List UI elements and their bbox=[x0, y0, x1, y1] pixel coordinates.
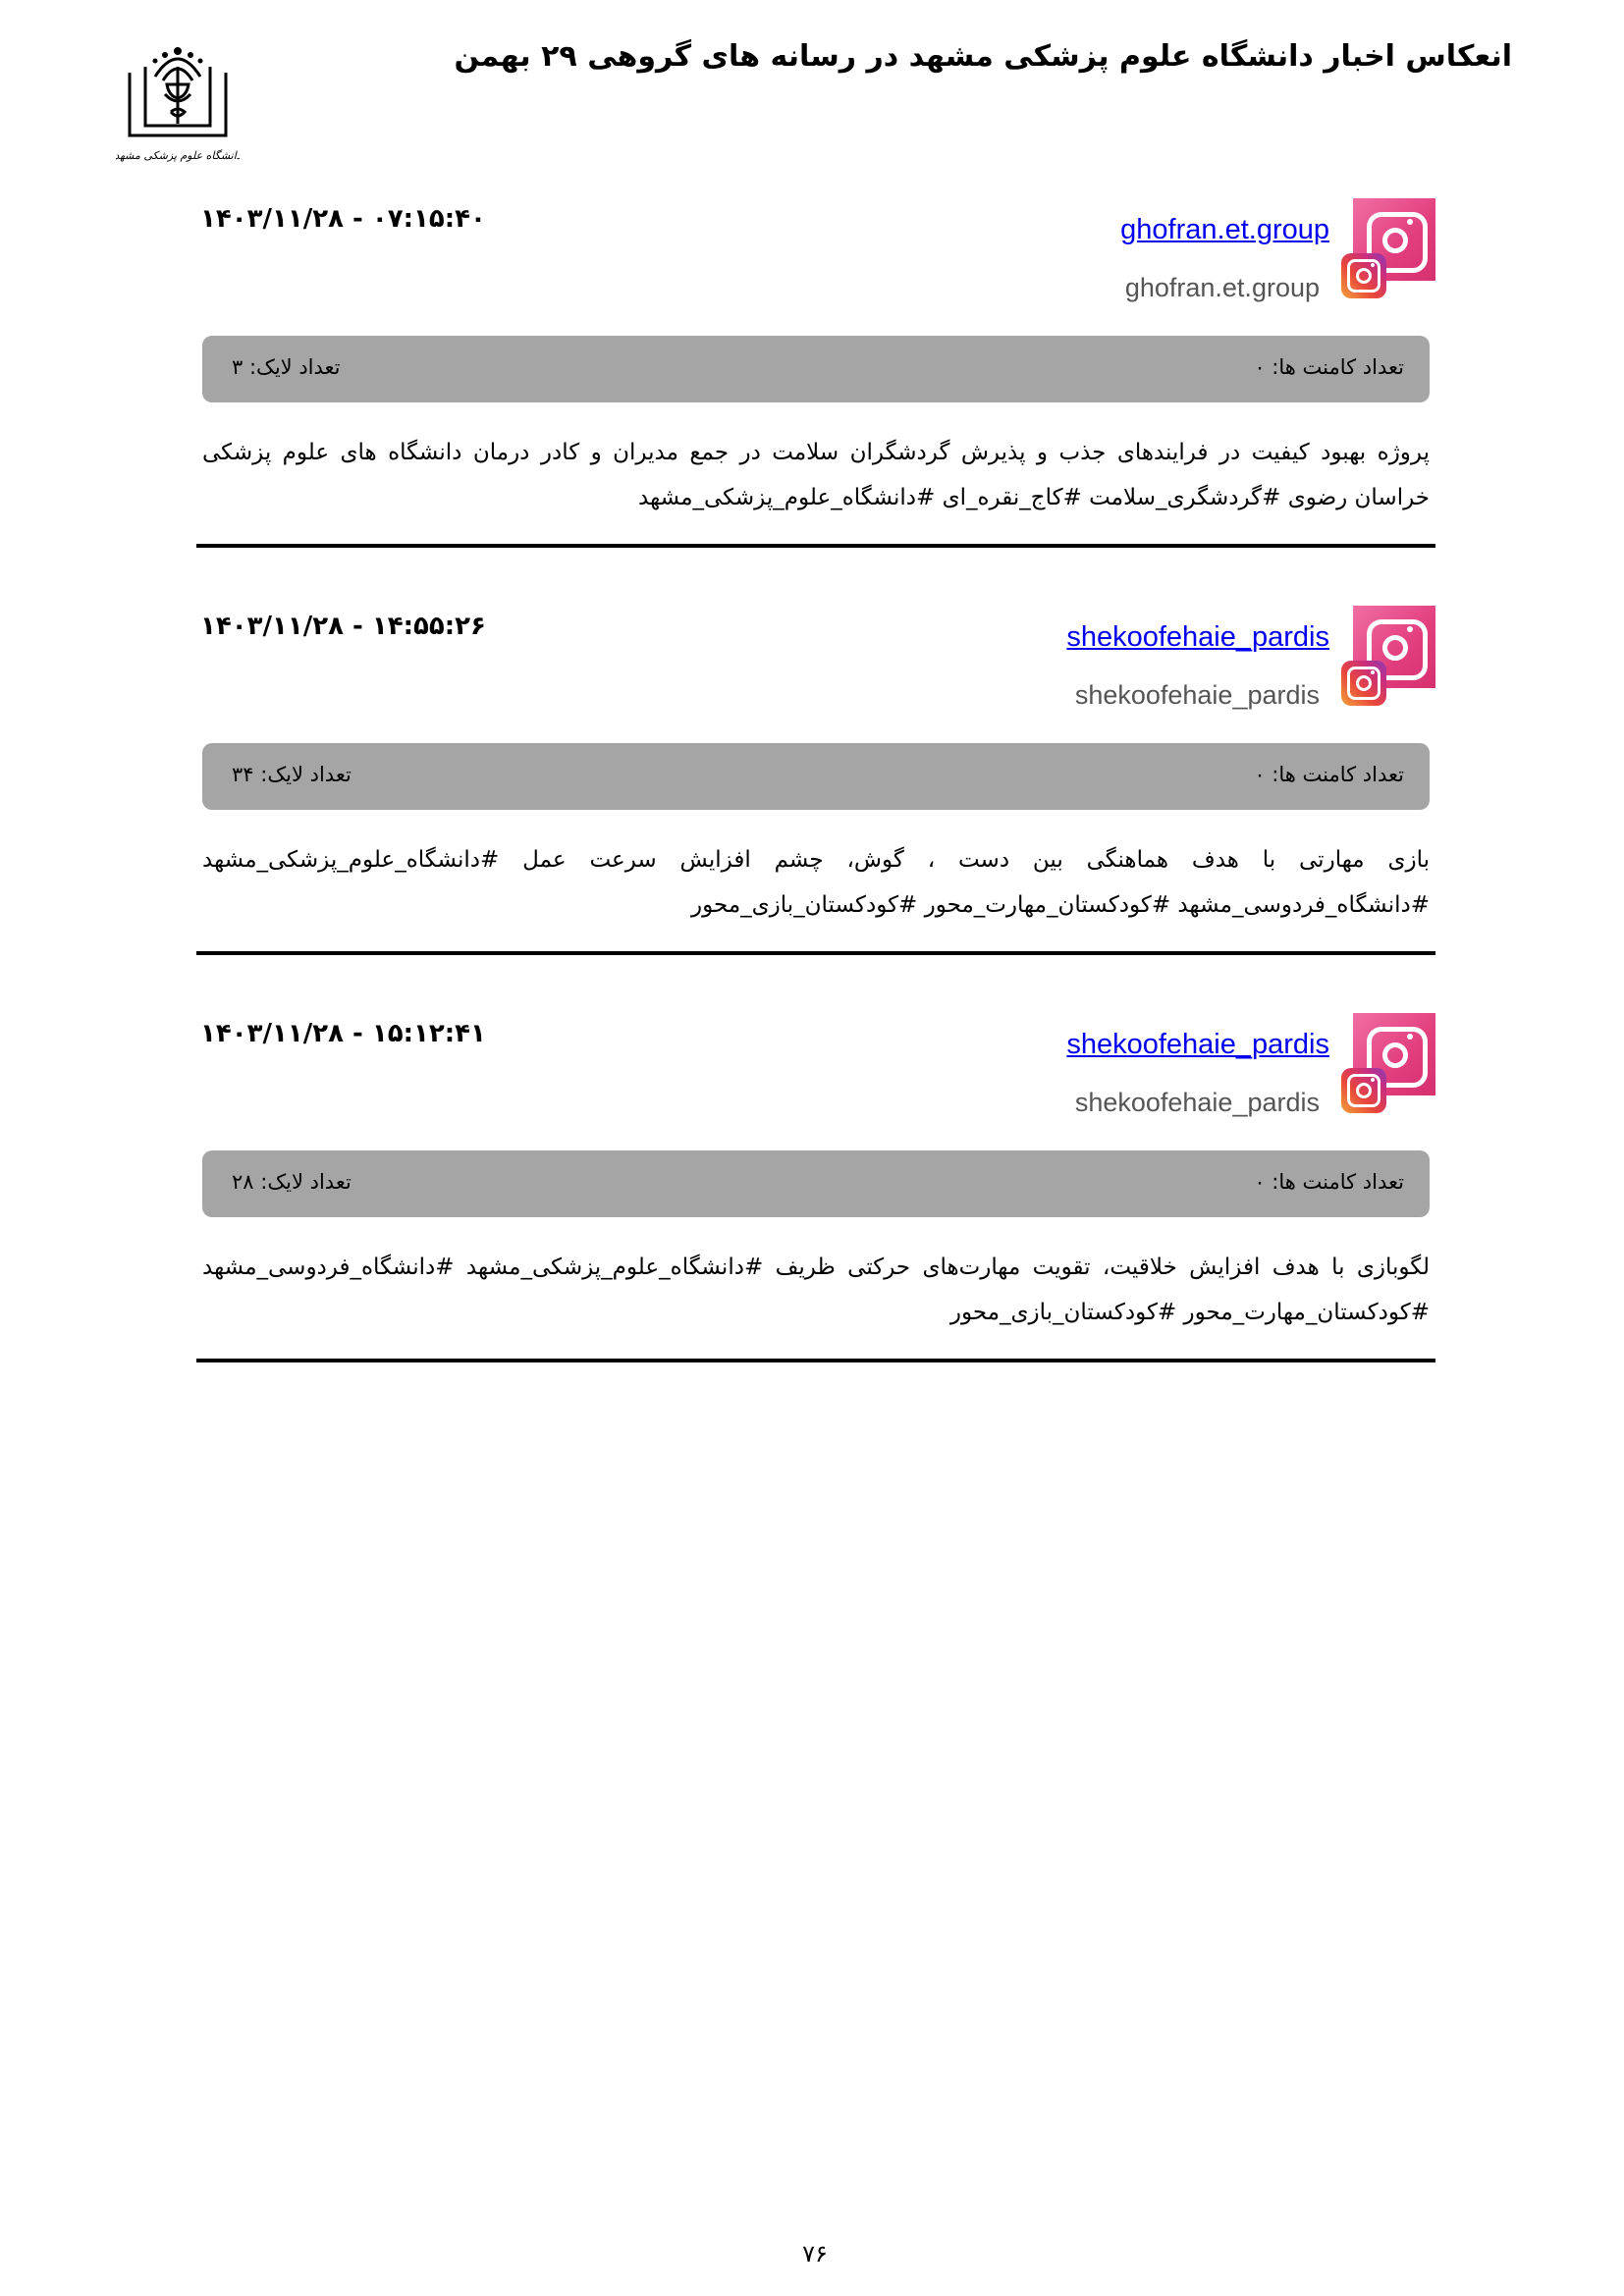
post-datetime: ۱۴۰۳/۱۱/۲۸ - ۱۵:۱۲:۴۱ bbox=[200, 1019, 486, 1048]
stats-bar bbox=[202, 1150, 1430, 1217]
account-name: ghofran.et.group bbox=[1124, 273, 1320, 302]
instagram-small-icon bbox=[1341, 661, 1386, 706]
post-datetime: ۱۴۰۳/۱۱/۲۸ - ۱۴:۵۵:۲۶ bbox=[200, 612, 486, 641]
post-caption: لگوبازی با هدف افزایش خلاقیت، تقویت مهارت‌های حرکتی ظریف #دانشگاه_علوم_پزشکی_مشهد #دانشگاه_فردوسی_مشهد #کودکستان_مهارت_محور #کودکستان_بازی_محور bbox=[202, 1255, 1430, 1325]
account-name: shekoofehaie_pardis bbox=[1074, 1088, 1320, 1117]
like-count: تعداد لایک: ۲۸ bbox=[232, 1170, 352, 1194]
divider bbox=[196, 544, 1435, 548]
post-card bbox=[196, 1013, 1435, 1406]
university-logo bbox=[116, 37, 240, 163]
divider bbox=[196, 1359, 1435, 1362]
instagram-small-icon bbox=[1341, 1068, 1386, 1113]
like-count: تعداد لایک: ۳۴ bbox=[232, 763, 352, 786]
comment-count: تعداد کامنت ها: ۰ bbox=[1254, 1170, 1404, 1194]
account-link[interactable]: shekoofehaie_pardis bbox=[1066, 1029, 1329, 1060]
page-title: انعکاس اخبار دانشگاه علوم پزشکی مشهد در رسانه های گروهی ۲۹ بهمن bbox=[454, 39, 1512, 74]
comment-count: تعداد کامنت ها: ۰ bbox=[1254, 355, 1404, 379]
post-card bbox=[196, 198, 1435, 591]
instagram-small-icon bbox=[1341, 253, 1386, 298]
stats-bar bbox=[202, 743, 1430, 810]
like-count: تعداد لایک: ۳ bbox=[232, 355, 341, 379]
post-card bbox=[196, 606, 1435, 998]
account-link[interactable]: shekoofehaie_pardis bbox=[1066, 621, 1329, 653]
svg-text:دانشگاه علوم پزشکی مشهد: دانشگاه علوم پزشکی مشهد bbox=[116, 149, 240, 162]
account-link[interactable]: ghofran.et.group bbox=[1120, 214, 1329, 245]
divider bbox=[196, 951, 1435, 955]
stats-bar bbox=[202, 336, 1430, 402]
comment-count: تعداد کامنت ها: ۰ bbox=[1254, 763, 1404, 786]
page-number: ۷۶ bbox=[802, 2240, 828, 2268]
post-datetime: ۱۴۰۳/۱۱/۲۸ - ۰۷:۱۵:۴۰ bbox=[200, 204, 486, 234]
post-caption: پروژه بهبود کیفیت در فرایندهای جذب و پذیرش گردشگران سلامت در جمع مدیران و کادر درمان دانشگاه های علوم پزشکی خراسان رضوی #گردشگری_سلامت #کاج_نقره_ای #دانشگاه_علوم_پزشکی_مشهد bbox=[202, 440, 1430, 510]
account-name: shekoofehaie_pardis bbox=[1074, 680, 1320, 710]
post-caption: بازی مهارتی با هدف هماهنگی بین دست ، گوش، چشم افزایش سرعت عمل #دانشگاه_علوم_پزشکی_مشهد #دانشگاه_فردوسی_مشهد #کودکستان_مهارت_محور #کودکستان_بازی_محور bbox=[202, 847, 1430, 918]
